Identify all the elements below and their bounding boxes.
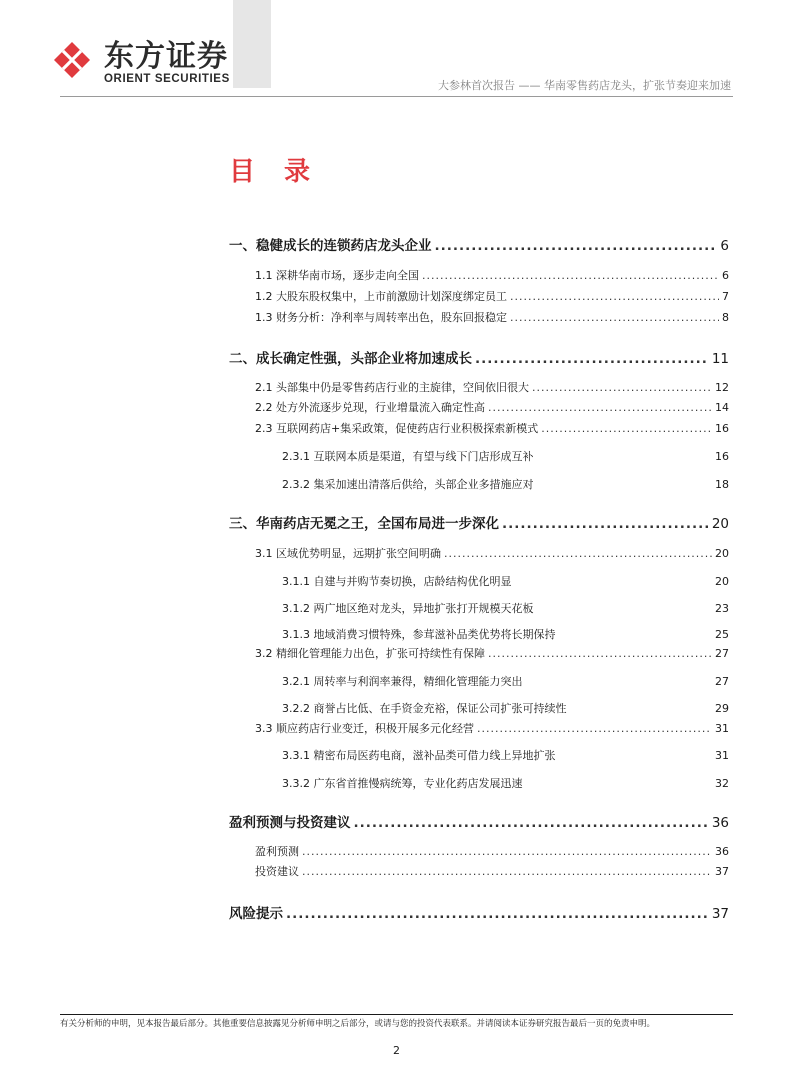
toc-entry-3-2[interactable]: 3.2 精细化管理能力出色，扩张可持续性有保障 ..... 27 xyxy=(255,645,729,661)
toc-entry-forecast[interactable]: 盈利预测与投资建议 ..... 36 xyxy=(229,811,729,831)
toc-entry-2-2[interactable]: 2.2 处方外流逐步兑现，行业增量流入确定性高 ..... 14 xyxy=(255,399,729,415)
toc-entry-3-2-1[interactable]: 3.2.1 周转率与利润率兼得，精细化管理能力突出 27 xyxy=(282,675,729,688)
header-gray-tab xyxy=(233,0,271,88)
toc-entry-2-3-2[interactable]: 2.3.2 集采加速出清落后供给，头部企业多措施应对 18 xyxy=(282,478,729,491)
orient-securities-logo-icon xyxy=(52,40,92,80)
toc-entry-investment-advice[interactable]: 投资建议 ..... 37 xyxy=(255,863,729,879)
toc-entry-1[interactable]: 一、稳健成长的连锁药店龙头企业 ..... 6 xyxy=(229,234,729,254)
toc-entry-earnings-forecast[interactable]: 盈利预测 ..... 36 xyxy=(255,843,729,859)
toc-entry-3-2-2[interactable]: 3.2.2 商誉占比低、在手资金充裕，保证公司扩张可持续性 29 xyxy=(282,702,729,715)
brand-name-cn: 东方证券 xyxy=(104,39,228,74)
toc-entry-3-1-3[interactable]: 3.1.3 地域消费习惯特殊，参茸滋补品类优势将长期保持 25 xyxy=(282,628,729,641)
toc-entry-1-3[interactable]: 1.3 财务分析：净利率与周转率出色，股东回报稳定 ..... 8 xyxy=(255,309,729,325)
toc-entry-3-3-1[interactable]: 3.3.1 精密布局医药电商，滋补品类可借力线上异地扩张 31 xyxy=(282,749,729,762)
toc-entry-3-3[interactable]: 3.3 顺应药店行业变迁，积极开展多元化经营 ..... 31 xyxy=(255,720,729,736)
footer-divider xyxy=(60,1014,733,1015)
toc-entry-3-1-2[interactable]: 3.1.2 两广地区绝对龙头，异地扩张打开规模天花板 23 xyxy=(282,602,729,615)
report-subtitle: 大参林首次报告 —— 华南零售药店龙头，扩张节奏迎来加速 xyxy=(438,79,731,92)
toc-entry-2-3-1[interactable]: 2.3.1 互联网本质是渠道，有望与线下门店形成互补 16 xyxy=(282,450,729,463)
toc-entry-3[interactable]: 三、华南药店无冕之王，全国布局进一步深化 ..... 20 xyxy=(229,512,729,532)
toc-entry-3-1-1[interactable]: 3.1.1 自建与并购节奏切换，店龄结构优化明显 20 xyxy=(282,575,729,588)
brand-name-en: ORIENT SECURITIES xyxy=(104,73,230,85)
toc-entry-2-1[interactable]: 2.1 头部集中仍是零售药店行业的主旋律，空间依旧很大 ..... 12 xyxy=(255,379,729,395)
toc-entry-1-2[interactable]: 1.2 大股东股权集中，上市前激励计划深度绑定员工 ..... 7 xyxy=(255,288,729,304)
footer-disclaimer: 有关分析师的申明，见本报告最后部分。其他重要信息披露见分析师申明之后部分，或请与您的投资代表联系。并请阅读本证券研究报告最后一页的免责申明。 xyxy=(60,1019,656,1029)
toc-entry-3-1[interactable]: 3.1 区域优势明显，远期扩张空间明确 ..... 20 xyxy=(255,545,729,561)
page-number: 2 xyxy=(393,1044,400,1057)
toc-entry-3-3-2[interactable]: 3.3.2 广东省首推慢病统筹，专业化药店发展迅速 32 xyxy=(282,777,729,790)
toc-entry-risk[interactable]: 风险提示 ..... 37 xyxy=(229,902,729,922)
toc-entry-2-3[interactable]: 2.3 互联网药店+集采政策，促使药店行业积极探索新模式 ..... 16 xyxy=(255,420,729,436)
toc-entry-1-1[interactable]: 1.1 深耕华南市场，逐步走向全国 ..... 6 xyxy=(255,267,729,283)
toc-title: 目 录 xyxy=(229,157,321,187)
header-divider xyxy=(60,96,733,97)
toc-entry-2[interactable]: 二、成长确定性强，头部企业将加速成长 ..... 11 xyxy=(229,347,729,367)
